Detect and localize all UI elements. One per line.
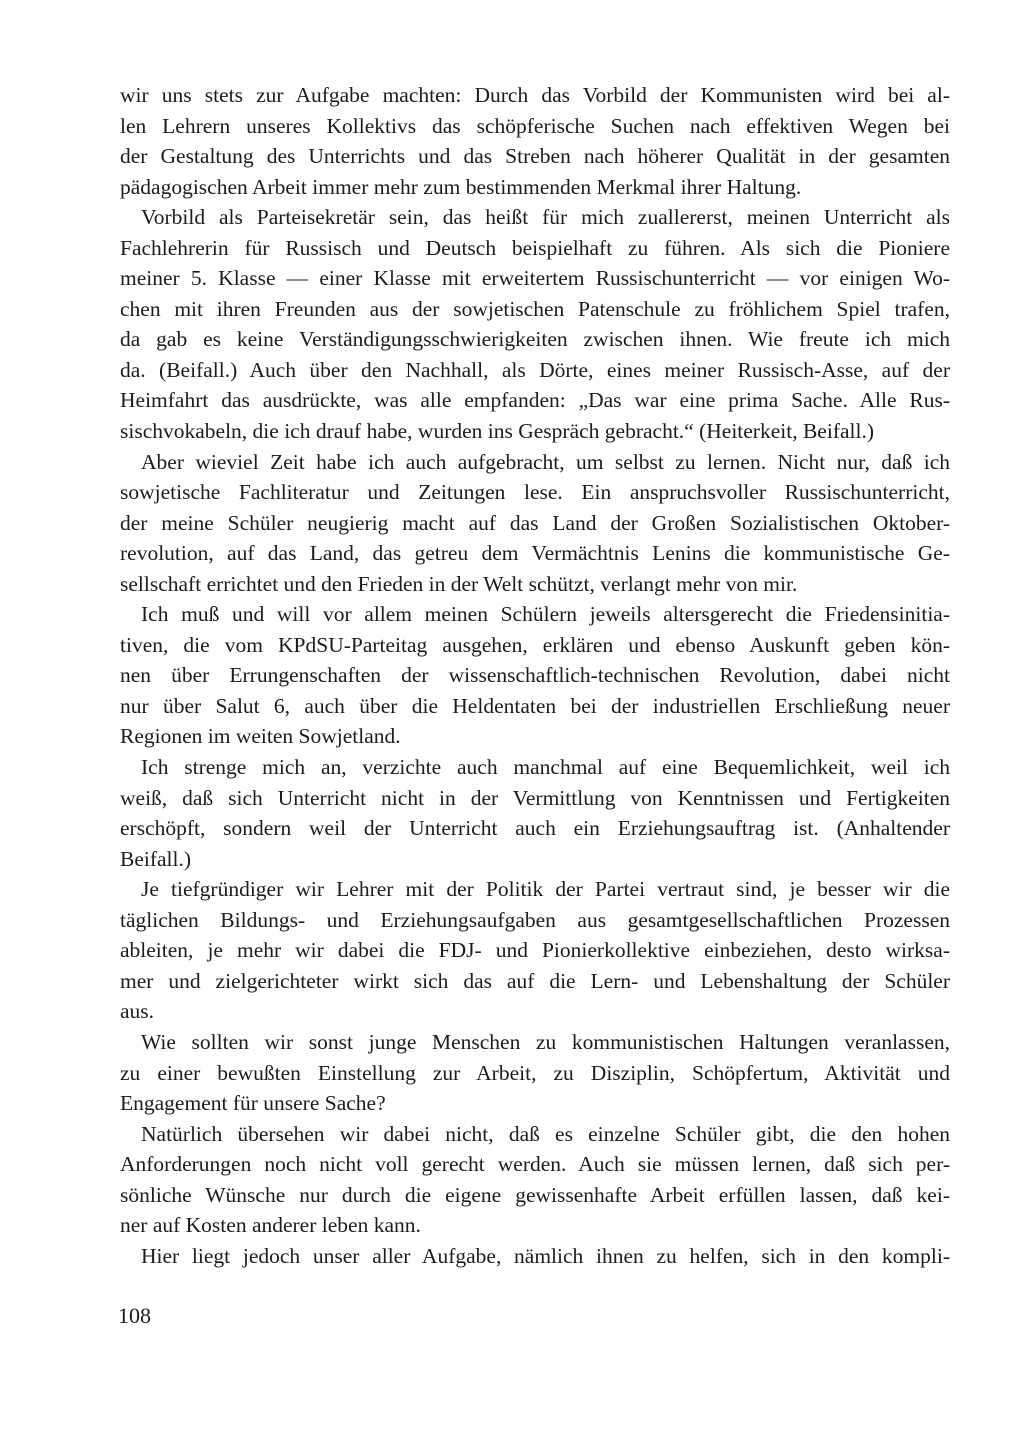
text-line: Ich muß und will vor allem meinen Schülern jeweils altersgerecht die Friedensinitia- — [141, 602, 950, 627]
text-line: meiner 5. Klasse — einer Klasse mit erweitertem Russischunterricht — vor einigen Wo- — [120, 266, 950, 291]
text-line: revolution, auf das Land, das getreu dem Vermächtnis Lenins die kommunistische Ge- — [120, 541, 950, 566]
text-line: sönliche Wünsche nur durch die eigene gewissenhafte Arbeit erfüllen lassen, daß kei- — [120, 1182, 950, 1207]
text-line: tiven, die vom KPdSU-Parteitag ausgehen, erklären und ebenso Auskunft geben kön- — [120, 632, 950, 657]
page-number: 108 — [118, 1303, 151, 1328]
text-line: Natürlich übersehen wir dabei nicht, daß es einzelne Schüler gibt, die den hohen — [141, 1121, 950, 1146]
text-line: Hier liegt jedoch unser aller Aufgabe, nämlich ihnen zu helfen, sich in den kompli- — [141, 1243, 950, 1268]
text-line: der meine Schüler neugierig macht auf das Land der Großen Sozialistischen Oktober- — [120, 510, 950, 535]
text-line: Ich strenge mich an, verzichte auch manchmal auf eine Bequemlichkeit, weil ich — [141, 755, 950, 780]
text-line: Wie sollten wir sonst junge Menschen zu kommunistischen Haltungen veranlassen, — [141, 1029, 950, 1054]
text-line: da gab es keine Verständigungsschwierigkeiten zwischen ihnen. Wie freute ich mich — [120, 327, 950, 352]
text-line: len Lehrern unseres Kollektivs das schöpferische Suchen nach effektiven Wegen bei — [120, 113, 950, 138]
text-line: wir uns stets zur Aufgabe machten: Durch das Vorbild der Kommunisten wird bei al- — [120, 83, 950, 107]
text-line: sowjetische Fachliteratur und Zeitungen lese. Ein anspruchsvoller Russischunterricht, — [120, 480, 950, 505]
text-line: Fachlehrerin für Russisch und Deutsch beispielhaft zu führen. Als sich die Pioniere — [120, 235, 950, 260]
text-line: pädagogischen Arbeit immer mehr zum bestimmenden Merkmal ihrer Haltung. — [120, 174, 802, 199]
text-line: erschöpft, sondern weil der Unterricht auch ein Erziehungsauftrag ist. (Anhaltender — [120, 816, 950, 841]
text-line: Regionen im weiten Sowjetland. — [120, 724, 401, 749]
text-line: mer und zielgerichteter wirkt sich das auf die Lern- und Lebenshaltung der Schüler — [120, 968, 950, 993]
text-line: nur über Salut 6, auch über die Heldentaten bei der industriellen Erschließung neuer — [120, 693, 950, 718]
text-line: täglichen Bildungs- und Erziehungsaufgaben aus gesamtgesellschaftlichen Prozessen — [120, 907, 950, 932]
text-line: chen mit ihren Freunden aus der sowjetischen Patenschule zu fröhlichem Spiel trafen, — [120, 296, 950, 321]
text-line: aus. — [120, 999, 155, 1024]
text-line: ner auf Kosten anderer leben kann. — [120, 1213, 421, 1238]
text-line: Engagement für unsere Sache? — [120, 1091, 386, 1116]
text-line: Heimfahrt das ausdrückte, was alle empfanden: „Das war eine prima Sache. Alle Rus- — [120, 388, 950, 413]
text-line: zu einer bewußten Einstellung zur Arbeit, zu Disziplin, Schöpfertum, Aktivität und — [120, 1060, 950, 1085]
text-line: da. (Beifall.) Auch über den Nachhall, als Dörte, eines meiner Russisch-Asse, auf der — [120, 357, 950, 382]
text-line: Je tiefgründiger wir Lehrer mit der Politik der Partei vertraut sind, je besser wir die — [141, 877, 950, 902]
body-text — [120, 80, 950, 1271]
text-line: Aber wieviel Zeit habe ich auch aufgebracht, um selbst zu lernen. Nicht nur, daß ich — [141, 449, 950, 474]
text-line: der Gestaltung des Unterrichts und das Streben nach höherer Qualität in der gesamten — [120, 144, 950, 169]
text-line: Vorbild als Parteisekretär sein, das heißt für mich zuallererst, meinen Unterricht als — [141, 205, 950, 230]
text-line: ableiten, je mehr wir dabei die FDJ- und Pionierkollektive einbeziehen, desto wirksa- — [120, 938, 950, 963]
text-line: Anforderungen noch nicht voll gerecht werden. Auch sie müssen lernen, daß sich per- — [120, 1152, 950, 1177]
text-line: Beifall.) — [120, 846, 192, 871]
text-line: sellschaft errichtet und den Frieden in der Welt schützt, verlangt mehr von mir. — [120, 571, 798, 596]
text-line: sischvokabeln, die ich drauf habe, wurden ins Gespräch gebracht.“ (Heiterkeit, Beifall.) — [120, 419, 875, 444]
text-line: weiß, daß sich Unterricht nicht in der Vermittlung von Kenntnissen und Fertigkeiten — [120, 785, 950, 810]
text-line: nen über Errungenschaften der wissenschaftlich-technischen Revolution, dabei nicht — [120, 663, 950, 688]
